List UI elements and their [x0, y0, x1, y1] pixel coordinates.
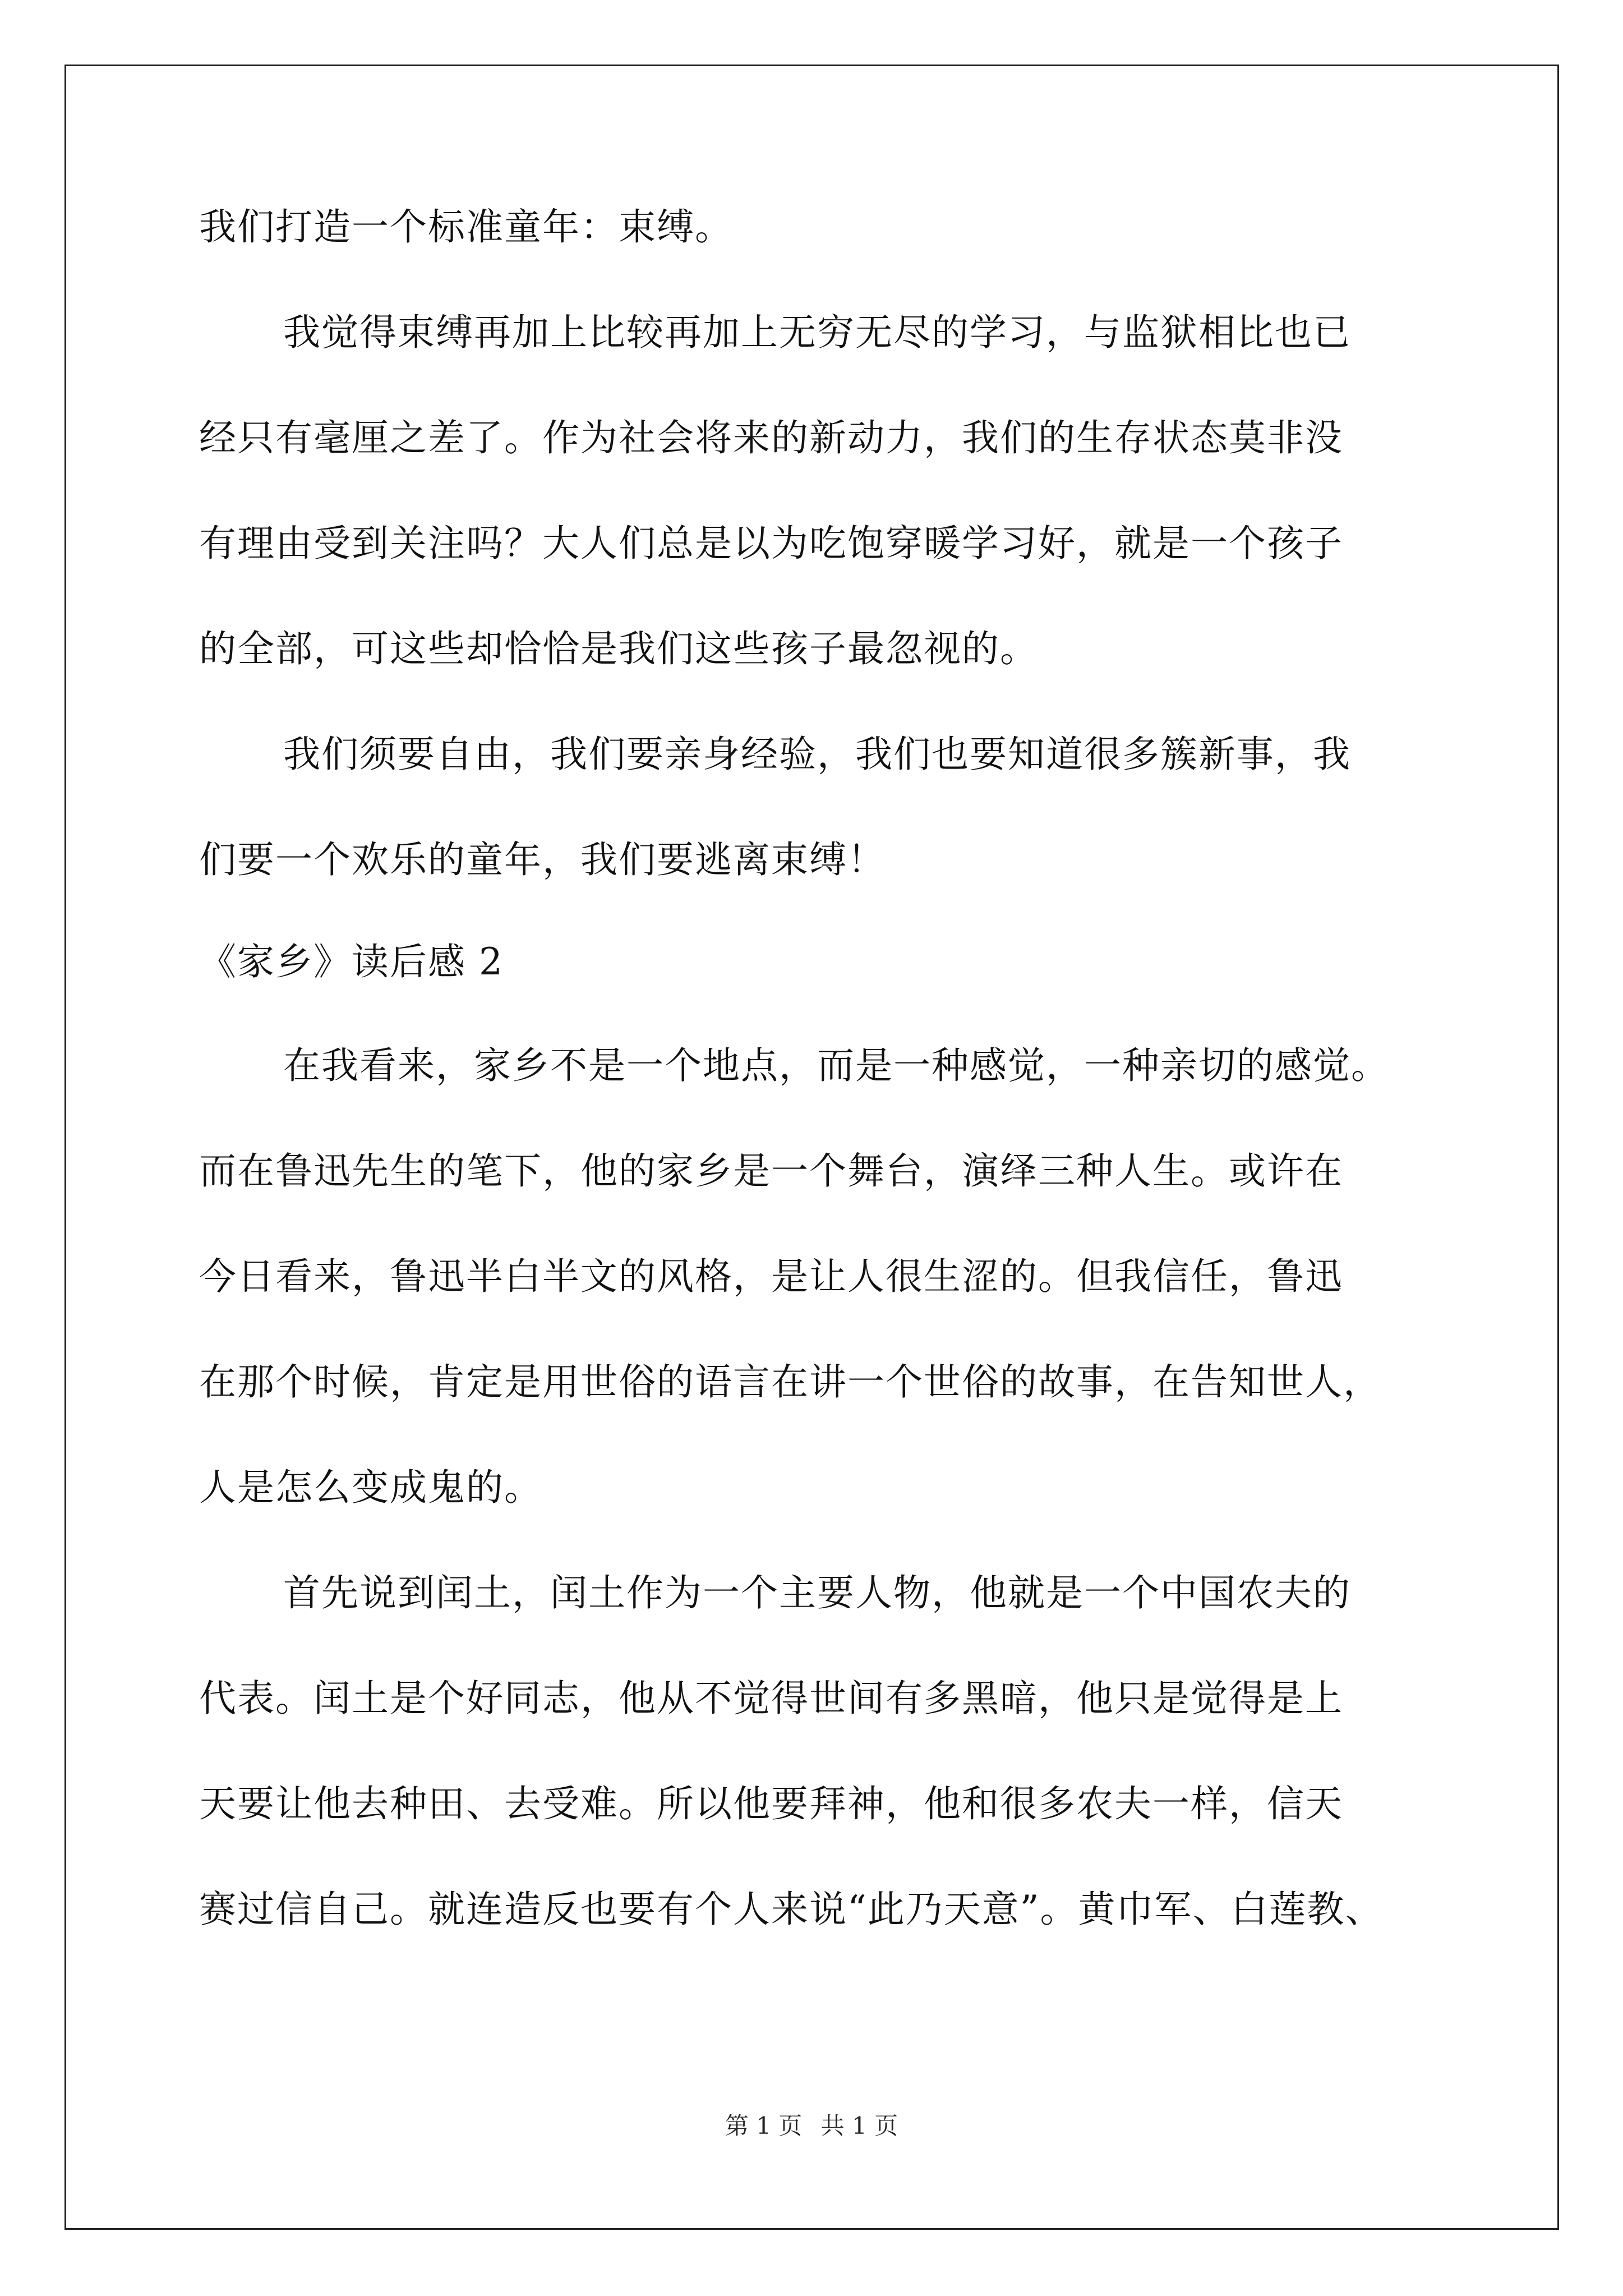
text-line: 经只有毫厘之差了。作为社会将来的新动力，我们的生存状态莫非没: [199, 416, 1343, 459]
text-line: 有理由受到关注吗？大人们总是以为吃饱穿暖学习好，就是一个孩子: [199, 522, 1343, 565]
paragraph-first-line: 我觉得束缚再加上比较再加上无穷无尽的学习，与监狱相比也已: [283, 311, 1351, 354]
paragraph-first-line: 在我看来，家乡不是一个地点，而是一种感觉，一种亲切的感觉。: [283, 1044, 1389, 1087]
page-total: 共 1 页: [820, 2112, 898, 2139]
text-line: 赛过信自己。就连造反也要有个人来说“此乃天意”。黄巾军、白莲教、: [199, 1888, 1384, 1931]
text-line: 在那个时候，肯定是用世俗的语言在讲一个世俗的故事，在告知世人，: [199, 1360, 1381, 1404]
page-number: 第 1 页: [725, 2112, 803, 2139]
text-line: 我们打造一个标准童年：束缚。: [199, 205, 733, 249]
text-line: 的全部，可这些却恰恰是我们这些孩子最忽视的。: [199, 627, 1038, 670]
text-line: 而在鲁迅先生的笔下，他的家乡是一个舞台，演绎三种人生。或许在: [199, 1149, 1343, 1193]
text-line: 代表。闰土是个好同志，他从不觉得世间有多黑暗，他只是觉得是上: [199, 1677, 1343, 1720]
text-line: 人是怎么变成鬼的。: [199, 1466, 542, 1509]
text-line: 天要让他去种田、去受难。所以他要拜神，他和很多农夫一样，信天: [199, 1782, 1343, 1825]
paragraph-first-line: 首先说到闰土，闰土作为一个主要人物，他就是一个中国农夫的: [283, 1571, 1351, 1614]
paragraph-first-line: 我们须要自由，我们要亲身经验，我们也要知道很多簇新事，我: [283, 733, 1351, 776]
text-line: 今日看来，鲁迅半白半文的风格，是让人很生涩的。但我信任，鲁迅: [199, 1255, 1343, 1298]
page-footer: [0, 2112, 1623, 2140]
text-line: 们要一个欢乐的童年，我们要逃离束缚！: [199, 838, 886, 881]
section-heading: 《家乡》读后感 2: [199, 940, 504, 983]
